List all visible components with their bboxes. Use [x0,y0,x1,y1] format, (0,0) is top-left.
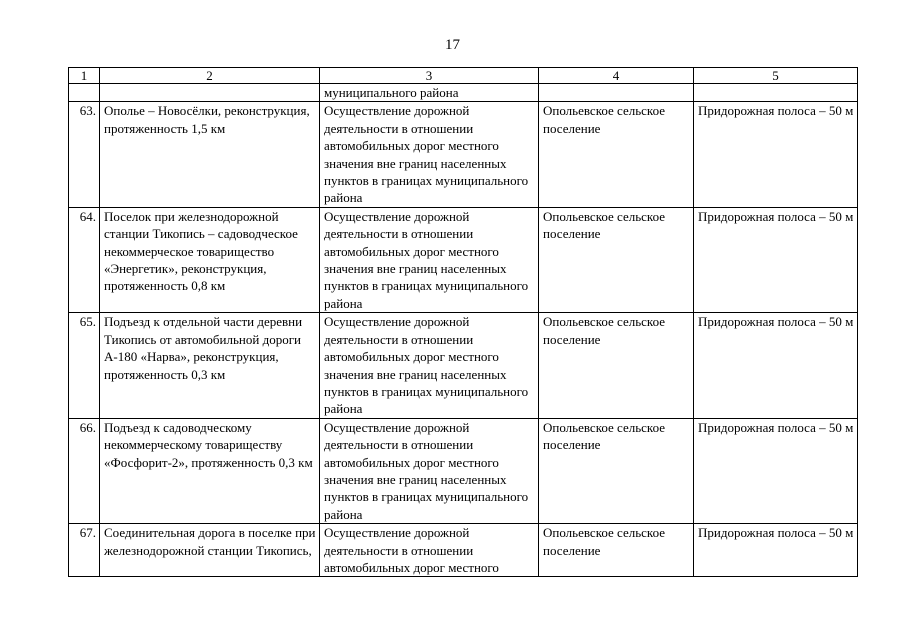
settlement: Опольевское сельское поселение [539,207,694,312]
table-row [69,418,858,523]
object-purpose: Осуществление дорожной деятельности в отношении автомобильных дорог местного значения вне границ населенных пунктов в границах муниципального района [320,102,539,207]
table-row [69,313,858,418]
object-name [100,84,320,102]
settlement: Опольевское сельское поселение [539,102,694,207]
row-number: 64. [69,207,100,312]
protection-zone: Придорожная полоса – 50 м [694,207,858,312]
settlement [539,84,694,102]
object-name: Подъезд к отдельной части деревни Тикопись от автомобильной дороги А-180 «Нарва», реконструкция, протяженность 0,3 км [100,313,320,418]
table-row [69,524,858,577]
column-header-4: 4 [539,68,694,84]
table-header-row [69,68,858,84]
column-header-5: 5 [694,68,858,84]
continuation-row [69,84,858,102]
object-name: Поселок при железнодорожной станции Тикопись – садоводческое некоммерческое товарищество «Энергетик», реконструкция, протяженность 0,8 км [100,207,320,312]
column-header-3: 3 [320,68,539,84]
object-purpose: Осуществление дорожной деятельности в отношении автомобильных дорог местного значения вне границ населенных пунктов в границах муниципального района [320,313,539,418]
row-number: 65. [69,313,100,418]
object-name: Подъезд к садоводческому некоммерческому товариществу «Фосфорит-2», протяженность 0,3 км [100,418,320,523]
object-purpose: Осуществление дорожной деятельности в отношении автомобильных дорог местного [320,524,539,577]
row-number: 66. [69,418,100,523]
settlement: Опольевское сельское поселение [539,524,694,577]
objects-table [68,67,858,577]
protection-zone: Придорожная полоса – 50 м [694,102,858,207]
table-row [69,102,858,207]
object-name: Соединительная дорога в поселке при железнодорожной станции Тикопись, [100,524,320,577]
protection-zone: Придорожная полоса – 50 м [694,418,858,523]
column-header-2: 2 [100,68,320,84]
table-row [69,207,858,312]
row-number: 67. [69,524,100,577]
object-purpose: Осуществление дорожной деятельности в отношении автомобильных дорог местного значения вне границ населенных пунктов в границах муниципального района [320,207,539,312]
row-number [69,84,100,102]
object-purpose: Осуществление дорожной деятельности в отношении автомобильных дорог местного значения вне границ населенных пунктов в границах муниципального района [320,418,539,523]
settlement: Опольевское сельское поселение [539,418,694,523]
row-number: 63. [69,102,100,207]
object-name: Ополье – Новосёлки, реконструкция, протяженность 1,5 км [100,102,320,207]
protection-zone [694,84,858,102]
page-number: 17 [445,37,460,53]
column-header-1: 1 [69,68,100,84]
protection-zone: Придорожная полоса – 50 м [694,313,858,418]
object-purpose: муниципального района [320,84,539,102]
protection-zone: Придорожная полоса – 50 м [694,524,858,577]
settlement: Опольевское сельское поселение [539,313,694,418]
